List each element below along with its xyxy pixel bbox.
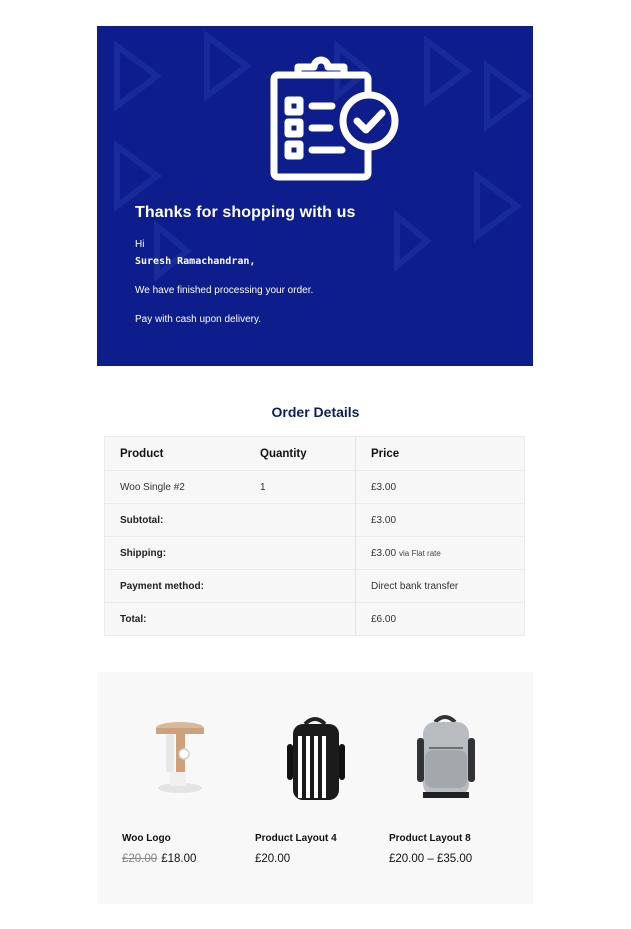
sale-price: £18.00: [161, 853, 197, 865]
order-details-table: [104, 436, 525, 636]
product-price: [122, 853, 196, 865]
product-name[interactable]: Product Layout 8: [389, 833, 471, 844]
greeting-text: Hi: [135, 239, 145, 250]
order-details-title: Order Details: [271, 404, 360, 420]
product-name[interactable]: Product Layout 4: [255, 833, 337, 844]
product-name[interactable]: Woo Logo: [122, 833, 171, 844]
price-range: £20.00 – £35.00: [389, 853, 473, 865]
recommended-products: [97, 672, 533, 904]
grey-backpack-image[interactable]: [389, 710, 515, 814]
total-value: £6.00: [356, 603, 525, 636]
subtotal-value: £3.00: [356, 504, 525, 537]
original-price: £20.00: [122, 853, 158, 865]
item-price: £3.00: [356, 471, 525, 504]
shipping-label: Shipping:: [105, 537, 356, 570]
hero-title: Thanks for shopping with us: [135, 204, 356, 221]
product-price: [389, 853, 472, 865]
column-header-product: Product: [120, 447, 164, 460]
column-header-price: Price: [356, 437, 525, 471]
black-backpack-image[interactable]: [255, 710, 381, 814]
product-price: [255, 853, 290, 865]
regular-price: £20.00: [255, 853, 291, 865]
order-status-message: We have finished processing your order.: [135, 285, 314, 296]
payment-note: Pay with cash upon delivery.: [135, 314, 261, 325]
customer-name: Suresh Ramachandran,: [135, 256, 256, 267]
column-header-quantity: Quantity: [260, 447, 307, 460]
total-label: Total:: [105, 603, 356, 636]
shipping-value: £3.00: [371, 547, 397, 559]
subtotal-row: [105, 504, 525, 537]
order-hero-banner: [97, 26, 533, 366]
total-row: [105, 603, 525, 636]
payment-method-row: [105, 570, 525, 603]
payment-method-label: Payment method:: [105, 570, 356, 603]
shipping-row: [105, 537, 525, 570]
shipping-method: via Flat rate: [399, 548, 441, 558]
shipping-cell: [356, 537, 525, 570]
clipboard-check-icon: [266, 55, 401, 183]
item-product: Woo Single #2: [105, 471, 246, 504]
item-quantity: 1: [245, 471, 356, 504]
table-header-row: [105, 437, 525, 471]
stool-image[interactable]: [122, 710, 248, 814]
table-row: [105, 471, 525, 504]
payment-method-value: Direct bank transfer: [356, 570, 525, 603]
subtotal-label: Subtotal:: [105, 504, 356, 537]
